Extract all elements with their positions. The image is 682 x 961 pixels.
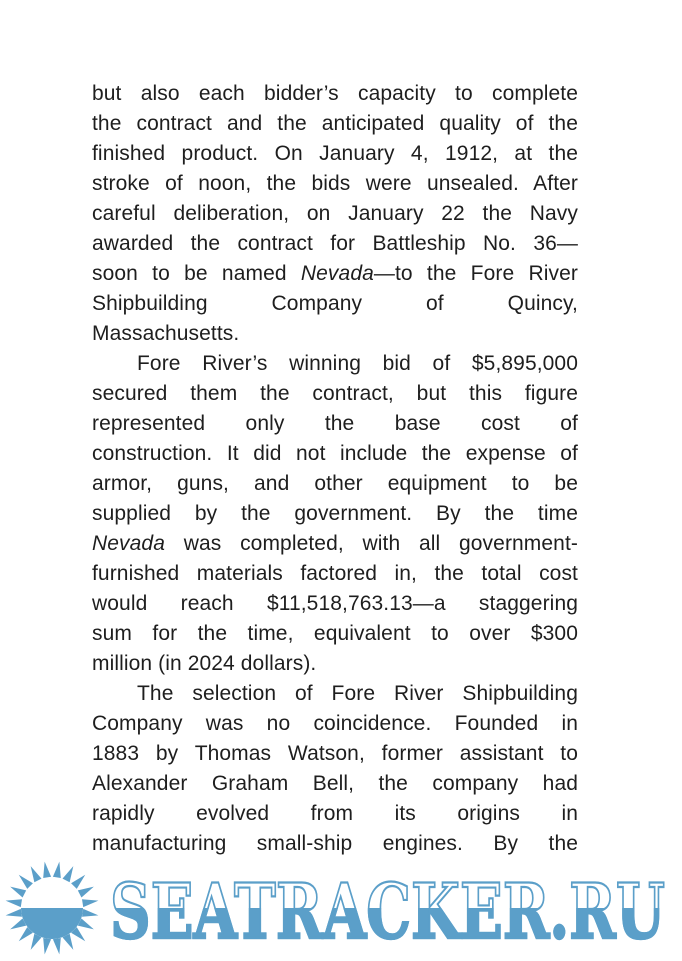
text-segment: sum for the time, equivalent to over $300 xyxy=(92,622,578,645)
text-segment: rapidly evolved from its origins in xyxy=(92,802,578,825)
text-line xyxy=(92,499,578,529)
text-line xyxy=(92,259,578,289)
sun-logo-icon xyxy=(0,855,104,961)
italic-text-segment: Nevada xyxy=(92,532,165,555)
watermark-site-label: SEATRACKER.RU xyxy=(110,867,665,956)
text-segment: Shipbuilding Company of Quincy, xyxy=(92,292,578,315)
text-line xyxy=(92,829,578,859)
text-line xyxy=(92,469,578,499)
text-segment: manufacturing small-ship engines. By the xyxy=(92,832,578,855)
text-segment: —to the Fore River xyxy=(373,262,578,285)
paragraph xyxy=(92,349,578,679)
text-line xyxy=(92,289,578,319)
text-line xyxy=(92,769,578,799)
page-text-block xyxy=(92,79,578,859)
text-line xyxy=(92,139,578,169)
text-line xyxy=(92,559,578,589)
italic-text-segment: Nevada xyxy=(300,262,374,285)
text-line xyxy=(92,679,578,709)
text-line xyxy=(92,439,578,469)
text-line xyxy=(92,649,578,679)
text-segment: secured them the contract, but this figure xyxy=(92,382,578,405)
text-segment: would reach $11,518,763.13—a staggering xyxy=(92,592,578,615)
text-segment: armor, guns, and other equipment to be xyxy=(92,472,578,495)
text-segment: 1883 by Thomas Watson, former assistant to xyxy=(92,742,578,765)
text-line xyxy=(92,799,578,829)
text-segment: stroke of noon, the bids were unsealed. After xyxy=(92,172,578,195)
text-segment: supplied by the government. By the time xyxy=(92,502,578,525)
text-line xyxy=(92,739,578,769)
text-segment: Alexander Graham Bell, the company had xyxy=(92,772,578,795)
text-segment: was completed, with all government- xyxy=(164,532,578,555)
text-line xyxy=(92,529,578,559)
text-segment: Company was no coincidence. Founded in xyxy=(92,712,578,735)
text-segment: construction. It did not include the expense of xyxy=(92,442,578,465)
text-segment: furnished materials factored in, the total cost xyxy=(92,562,578,585)
text-line xyxy=(92,619,578,649)
text-line xyxy=(92,349,578,379)
paragraph xyxy=(92,79,578,349)
paragraph xyxy=(92,679,578,859)
text-segment: the contract and the anticipated quality of the xyxy=(92,112,578,135)
text-line xyxy=(92,229,578,259)
text-segment: finished product. On January 4, 1912, at the xyxy=(92,142,578,165)
text-line xyxy=(92,709,578,739)
text-segment: Fore River’s winning bid of $5,895,000 xyxy=(137,352,578,375)
text-segment: million (in 2024 dollars). xyxy=(92,652,317,675)
text-line xyxy=(92,199,578,229)
text-segment: awarded the contract for Battleship No. 36— xyxy=(92,232,578,255)
text-line xyxy=(92,79,578,109)
text-segment: careful deliberation, on January 22 the Navy xyxy=(92,202,578,225)
text-line xyxy=(92,319,578,349)
text-segment: represented only the base cost of xyxy=(92,412,578,435)
text-line xyxy=(92,169,578,199)
text-line xyxy=(92,379,578,409)
text-segment: soon to be named xyxy=(92,262,301,285)
text-segment: but also each bidder’s capacity to complete xyxy=(92,82,578,105)
text-segment: The selection of Fore River Shipbuilding xyxy=(137,682,578,705)
text-line xyxy=(92,409,578,439)
text-line xyxy=(92,109,578,139)
text-segment: Massachusetts. xyxy=(92,322,240,345)
text-line xyxy=(92,589,578,619)
